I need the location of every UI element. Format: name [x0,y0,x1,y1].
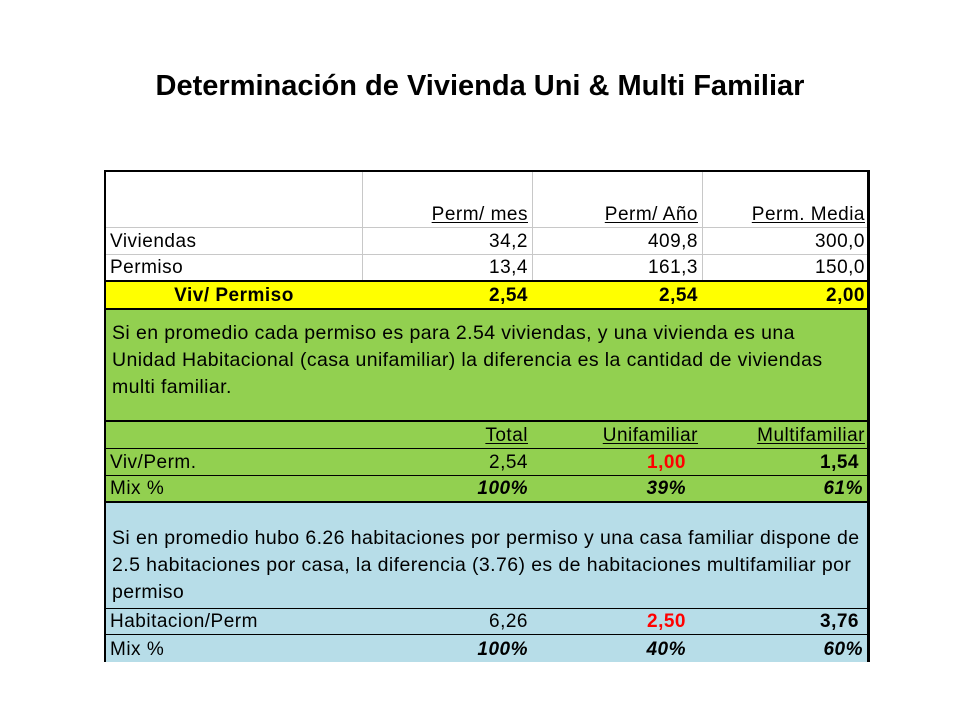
table-cell: 2,54 [489,285,528,306]
row-label: Viv/Perm. [110,452,197,473]
table1-header-perm-mes: Perm/ mes [362,172,532,227]
note-green [106,310,867,422]
table-cell: 1,00 [647,452,686,473]
table-cell: 2,00 [826,285,865,306]
table1-header-perm-media: Perm. Media [702,172,869,227]
spreadsheet-table [104,170,870,662]
table-cell: 13,4 [362,255,532,280]
table-row [106,609,867,635]
table-cell: 2,54 [489,452,528,473]
note-text: Si en promedio hubo 6.26 habitaciones por permiso y una casa familiar dispone de 2.5 habitaciones por casa, la diferencia (3.76) es de habitaciones multifamiliar por permiso [112,527,860,603]
table2-header-total: Total [485,425,528,446]
table-cell: 100% [477,639,528,660]
table1-header-empty [106,172,362,227]
highlight-row-viv-permiso [106,282,867,310]
table-cell: 100% [477,478,528,499]
table-row [106,255,867,282]
table2-header-multifamiliar: Multifamiliar [757,425,865,446]
table-cell: 3,76 [820,611,859,632]
table-row [106,635,867,662]
row-label: Viviendas [110,231,197,252]
table-cell: 61% [823,478,863,499]
table-cell: 60% [823,639,863,660]
table-row [106,228,867,255]
row-label: Habitacion/Perm [110,611,258,632]
table2-header-unifamiliar: Unifamiliar [602,425,698,446]
table-row [106,449,867,476]
row-label: Mix % [110,639,165,660]
row-label: Mix % [110,478,165,499]
table-cell: 39% [646,478,686,499]
table-cell: 40% [646,639,686,660]
row-label: Viv/ Permiso [174,285,294,306]
table-cell: 2,50 [647,611,686,632]
table-cell: 6,26 [489,611,528,632]
note-text: Si en promedio cada permiso es para 2.54 viviendas, y una vivienda es una Unidad Habitacional (casa unifamiliar) la diferencia es la cantidad de viviendas multi familiar. [112,322,823,398]
table-cell: 34,2 [362,228,532,254]
table-row [106,476,867,503]
table-cell: 161,3 [532,255,702,280]
table2-header-row [106,422,867,449]
table-cell: 2,54 [659,285,698,306]
row-label: Permiso [110,257,184,278]
table-cell: 150,0 [702,255,869,280]
page-title: Determinación de Vivienda Uni & Multi Familiar [155,70,805,102]
table2-header-empty [106,422,362,448]
note-blue [106,503,867,609]
table-cell: 1,54 [820,452,859,473]
table1-header-perm-ano: Perm/ Año [532,172,702,227]
table-cell: 300,0 [702,228,869,254]
table-cell: 409,8 [532,228,702,254]
table1-header-row [106,172,867,228]
